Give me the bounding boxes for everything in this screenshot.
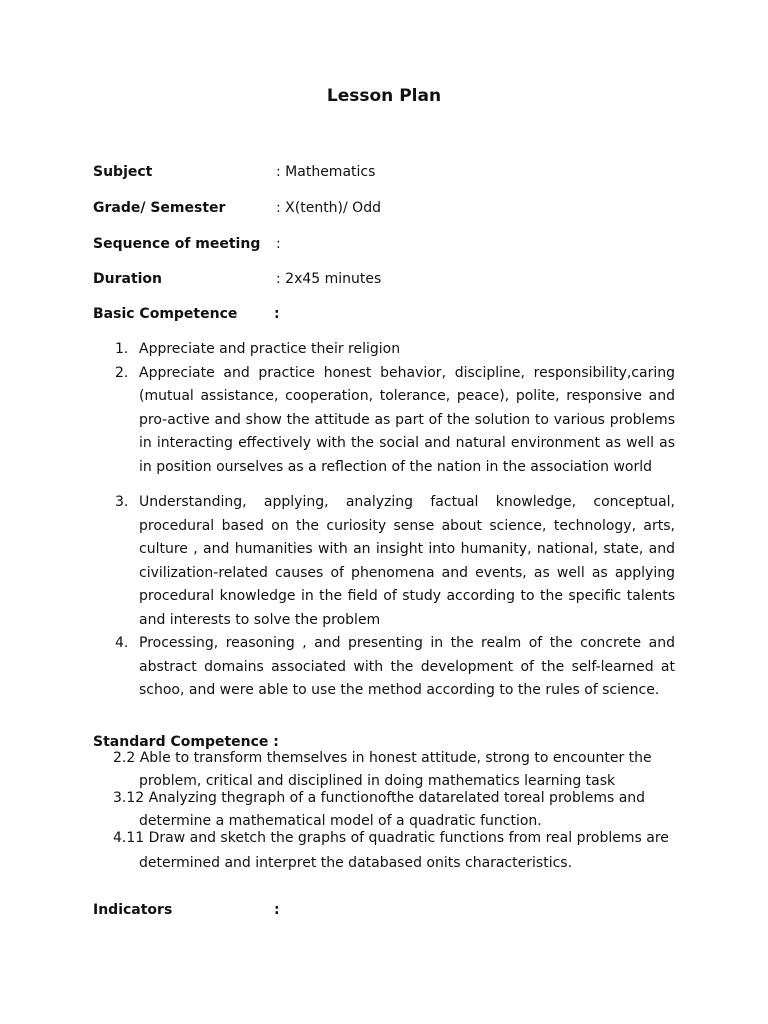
subject-value: : Mathematics — [276, 164, 376, 180]
subject-label: Subject — [93, 164, 153, 180]
list-item-number: 2. — [115, 364, 129, 381]
indicators-label: Indicators — [93, 902, 173, 918]
standard-competence-list — [93, 747, 675, 875]
duration-value: : 2x45 minutes — [276, 271, 382, 287]
sequence-of-meeting-value: : — [276, 236, 281, 252]
sequence-of-meeting-label: Sequence of meeting — [93, 236, 261, 252]
standard-item-continuation: determined and interpret the databased onits characteristics. — [139, 855, 573, 871]
list-item-number: 1. — [115, 341, 129, 357]
list-item-text: Understanding, applying, analyzing factual knowledge, conceptual, procedural based on the curiosity sense about science, technology, arts, culture , and humanities with an insight into humanity, national, state, and civilization-related causes of phenomena and events, as well as applying procedural knowledge in the field of study according to the specific talents and interests to solve the problem — [139, 494, 675, 628]
basic-competence-label: Basic Competence — [93, 306, 238, 322]
grade-semester-label: Grade/ Semester — [93, 200, 226, 216]
list-item-text: Appreciate and practice their religion — [139, 341, 401, 357]
list-item — [93, 632, 675, 703]
basic-competence-list — [93, 338, 675, 703]
grade-semester-value: : X(tenth)/ Odd — [276, 200, 381, 216]
list-item — [93, 362, 675, 480]
standard-competence-label: Standard Competence : — [93, 734, 279, 750]
duration-label: Duration — [93, 271, 163, 287]
standard-item-lead: 4.11 Draw and sketch the graphs of quadratic functions from real problems are — [113, 830, 669, 846]
list-item-text: Appreciate and practice honest behavior, discipline, responsibility,caring (mutual assistance, cooperation, tolerance, peace), polite, responsive and pro-active and show the attitude as part of the solution to various problems in interacting effectively with the social and natural environment as well as in position ourselves as a reflection of the nation in the association world — [139, 364, 675, 475]
basic-competence-colon: : — [274, 306, 280, 322]
list-item-number: 4. — [115, 635, 129, 651]
list-item — [93, 827, 675, 875]
list-item — [93, 491, 675, 632]
list-item-number: 3. — [115, 494, 129, 510]
list-item-text: Processing, reasoning , and presenting in the realm of the concrete and abstract domains associated with the development of the self-learned at schoo, and were able to use the method according to the rules of science. — [139, 635, 675, 698]
standard-item-continuation: determine a mathematical model of a quadratic function. — [139, 813, 542, 829]
standard-item-lead: 2.2 Able to transform themselves in honest attitude, strong to encounter the — [113, 750, 652, 766]
list-item — [93, 338, 675, 362]
standard-item-lead: 3.12 Analyzing thegraph of a functionofthe datarelated toreal problems and — [113, 790, 646, 806]
indicators-colon: : — [274, 902, 280, 918]
standard-item-continuation: problem, critical and disciplined in doing mathematics learning task — [139, 773, 616, 789]
document-title: Lesson Plan — [326, 86, 442, 106]
